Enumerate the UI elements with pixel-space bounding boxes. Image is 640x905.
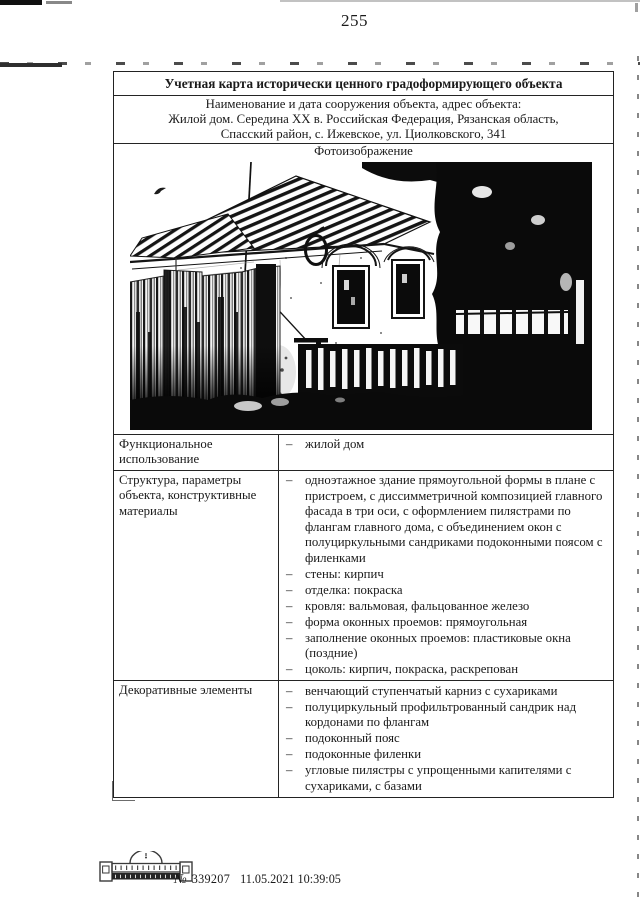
scan-artifact-dashed-line <box>0 62 640 65</box>
bullet-dash: – <box>286 473 293 488</box>
list-item: – стены: кирпич <box>286 566 384 581</box>
list-item: – полуциркульный профильтрованный сандрик над кордонами по флангам <box>286 699 577 730</box>
functional-use-label: Функциональное использование <box>114 435 279 470</box>
list-item: – подоконный пояс <box>286 731 400 746</box>
list-item: – кровля: вальмовая, фальцованное железо <box>286 598 530 613</box>
document-datetime: 11.05.2021 10:39:05 <box>240 872 341 886</box>
number-sign: № <box>174 871 187 886</box>
bullet-dash: – <box>286 614 293 629</box>
list-item: – угловые пилястры с упрощенными капителями с сухариками, с базами <box>286 763 572 793</box>
bullet-dash: – <box>286 598 293 613</box>
list-item: – цоколь: кирпич, покраска, раскрепован <box>286 662 519 677</box>
bullet-dash: – <box>286 662 293 677</box>
decorative-elements-label: Декоративные элементы <box>114 681 279 797</box>
bullet-dash: – <box>286 582 293 597</box>
bullet-dash: – <box>286 437 293 452</box>
object-info-line-2: Жилой дом. Середина XX в. Российская Федерация, Рязанская область, <box>168 111 559 126</box>
structure-items <box>279 471 613 681</box>
scan-artifact-dashed-line-left <box>0 63 62 67</box>
list-item: – жилой дом <box>286 437 365 452</box>
scan-artifact-right-edge-dots <box>637 56 639 901</box>
object-name-block <box>114 95 613 144</box>
bullet-dash: – <box>286 763 293 778</box>
decorative-elements-row <box>114 680 613 797</box>
house-photo-image <box>130 162 592 430</box>
scan-artifact-top-right-mark <box>635 3 638 12</box>
list-item: – подоконные филенки <box>286 747 422 762</box>
object-info-line-3: Спасский район, с. Ижевское, ул. Циолковского, 341 <box>220 127 507 142</box>
bullet-dash: – <box>286 630 293 645</box>
bullet-dash: – <box>286 683 293 698</box>
bullet-dash: – <box>286 731 293 746</box>
structure-label: Структура, параметры объекта, конструктивные материалы <box>114 471 279 681</box>
functional-use-items <box>279 435 613 470</box>
list-item: – одноэтажное здание прямоугольной формы в плане с пристроем, с диссимметричной композицией главного фасада в три оси, с оформлением пилястрами по флангам главного дома, с объединением окон с полуциркульными сандриками подоконными поясом с филенками <box>286 473 603 565</box>
bullet-dash: – <box>286 747 293 762</box>
functional-use-row <box>114 434 613 470</box>
document-number: 339207 <box>191 872 231 886</box>
scan-artifact-top-line <box>280 0 640 2</box>
structure-row <box>114 470 613 681</box>
scan-artifact-top-left-dash <box>46 1 72 4</box>
photo-cell <box>114 143 613 434</box>
scan-artifact-top-left-bar <box>0 0 42 5</box>
decorative-elements-items <box>279 681 613 797</box>
list-item: – заполнение оконных проемов: пластиковые окна (поздние) <box>286 630 571 661</box>
bullet-dash: – <box>286 566 293 581</box>
bullet-dash: – <box>286 699 293 714</box>
card-title: Учетная карта исторически ценного градоформирующего объекта <box>164 75 563 91</box>
object-info-line-1: Наименование и дата сооружения объекта, адрес объекта: <box>205 96 522 111</box>
photo-caption: Фотоизображение <box>314 144 413 159</box>
document-registration-number <box>174 871 341 887</box>
list-item: – венчающий ступенчатый карниз с сухариками <box>286 683 558 698</box>
list-item: – форма оконных проемов: прямоугольная <box>286 614 528 629</box>
registration-card-table <box>113 71 614 798</box>
list-item: – отделка: покраска <box>286 582 403 597</box>
page-number: 255 <box>341 11 368 30</box>
